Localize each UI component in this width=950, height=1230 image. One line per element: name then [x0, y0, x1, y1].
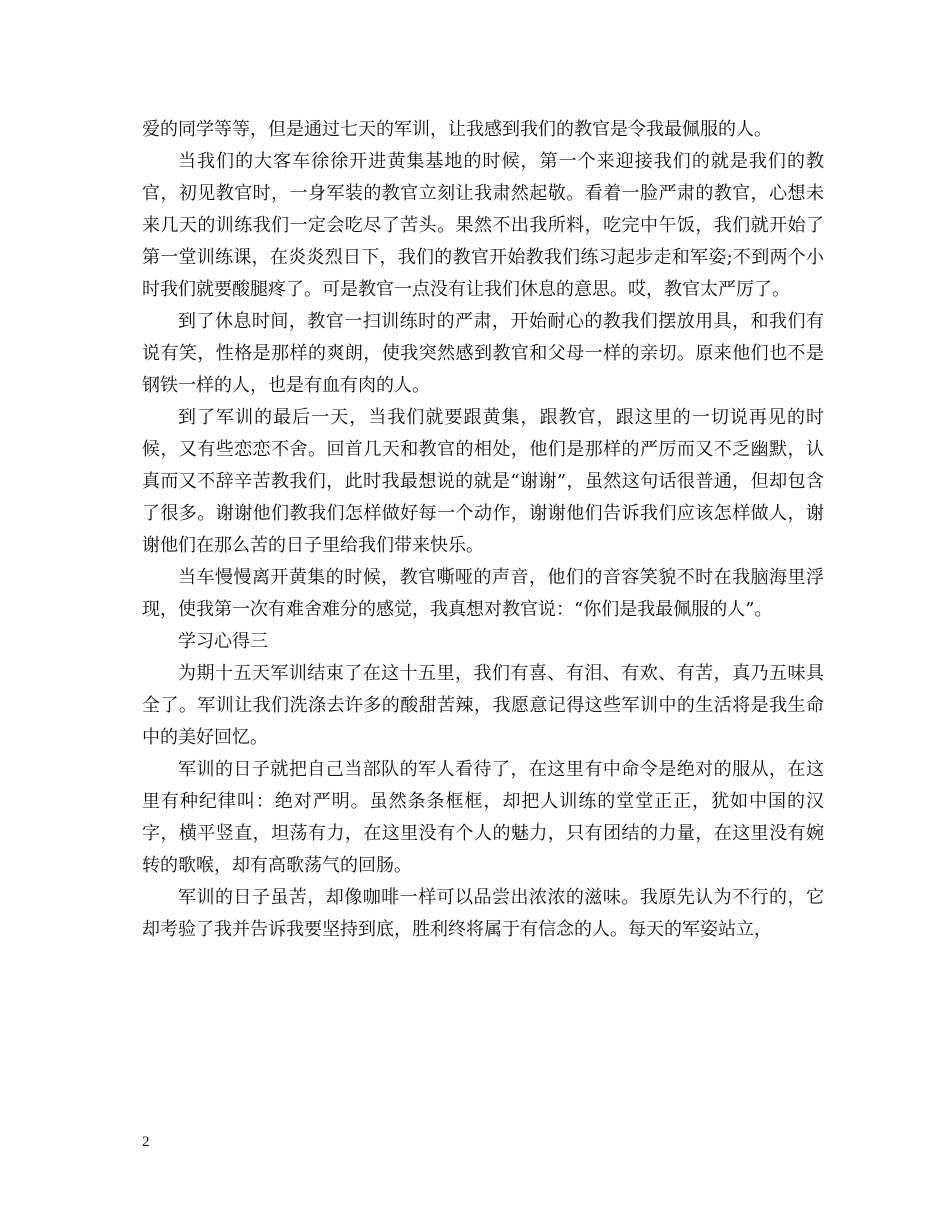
paragraph-3: 到了休息时间，教官一扫训练时的严肃，开始耐心的教我们摆放用具，和我们有说有笑，性格是那样的爽朗，使我突然感到教官和父母一样的亲切。原来他们也不是钢铁一样的人，也是有血有肉的人。 [142, 311, 824, 396]
paragraph-1: 爱的同学等等，但是通过七天的军训，让我感到我们的教官是令我最佩服的人。 [142, 119, 772, 140]
paragraph-8: 军训的日子虽苦，却像咖啡一样可以品尝出浓浓的滋味。我原先认为不行的，它却考验了我并告诉我要坚持到底，胜利终将属于有信念的人。每天的军姿站立， [142, 887, 824, 940]
paragraph-2: 当我们的大客车徐徐开进黄集基地的时候，第一个来迎接我们的就是我们的教官，初见教官时，一身军装的教官立刻让我肃然起敬。看着一脸严肃的教官，心想未来几天的训练我们一定会吃尽了苦头。果然不出我所料，吃完中午饭，我们就开始了第一堂训练课，在炎炎烈日下，我们的教官开始教我们练习起步走和军姿;不到两个小时我们就要酸腿疼了。可是教官一点没有让我们休息的意思。哎，教官太严厉了。 [142, 151, 824, 300]
section-heading: 学习心得三 [178, 631, 268, 652]
paragraph-5: 当车慢慢离开黄集的时候，教官嘶哑的声音，他们的音容笑貌不时在我脑海里浮现，使我第一次有难舍难分的感觉，我真想对教官说：“你们是我最佩服的人”。 [142, 567, 824, 620]
page-number: 2 [142, 1134, 150, 1150]
document-body [142, 114, 824, 946]
paragraph-4: 到了军训的最后一天，当我们就要跟黄集，跟教官，跟这里的一切说再见的时候，又有些恋恋不舍。回首几天和教官的相处，他们是那样的严厉而又不乏幽默，认真而又不辞辛苦教我们，此时我最想说的就是“谢谢”，虽然这句话很普通，但却包含了很多。谢谢他们教我们怎样做好每一个动作，谢谢他们告诉我们应该怎样做人，谢谢他们在那么苦的日子里给我们带来快乐。 [142, 407, 824, 556]
paragraph-6: 为期十五天军训结束了在这十五里，我们有喜、有泪、有欢、有苦，真乃五味具全了。军训让我们洗涤去许多的酸甜苦辣，我愿意记得这些军训中的生活将是我生命中的美好回忆。 [142, 663, 824, 748]
paragraph-7: 军训的日子就把自己当部队的军人看待了，在这里有中命令是绝对的服从，在这里有种纪律叫：绝对严明。虽然条条框框，却把人训练的堂堂正正，犹如中国的汉字，横平竖直，坦荡有力，在这里没有个人的魅力，只有团结的力量，在这里没有婉转的歌喉，却有高歌荡气的回肠。 [142, 759, 824, 876]
